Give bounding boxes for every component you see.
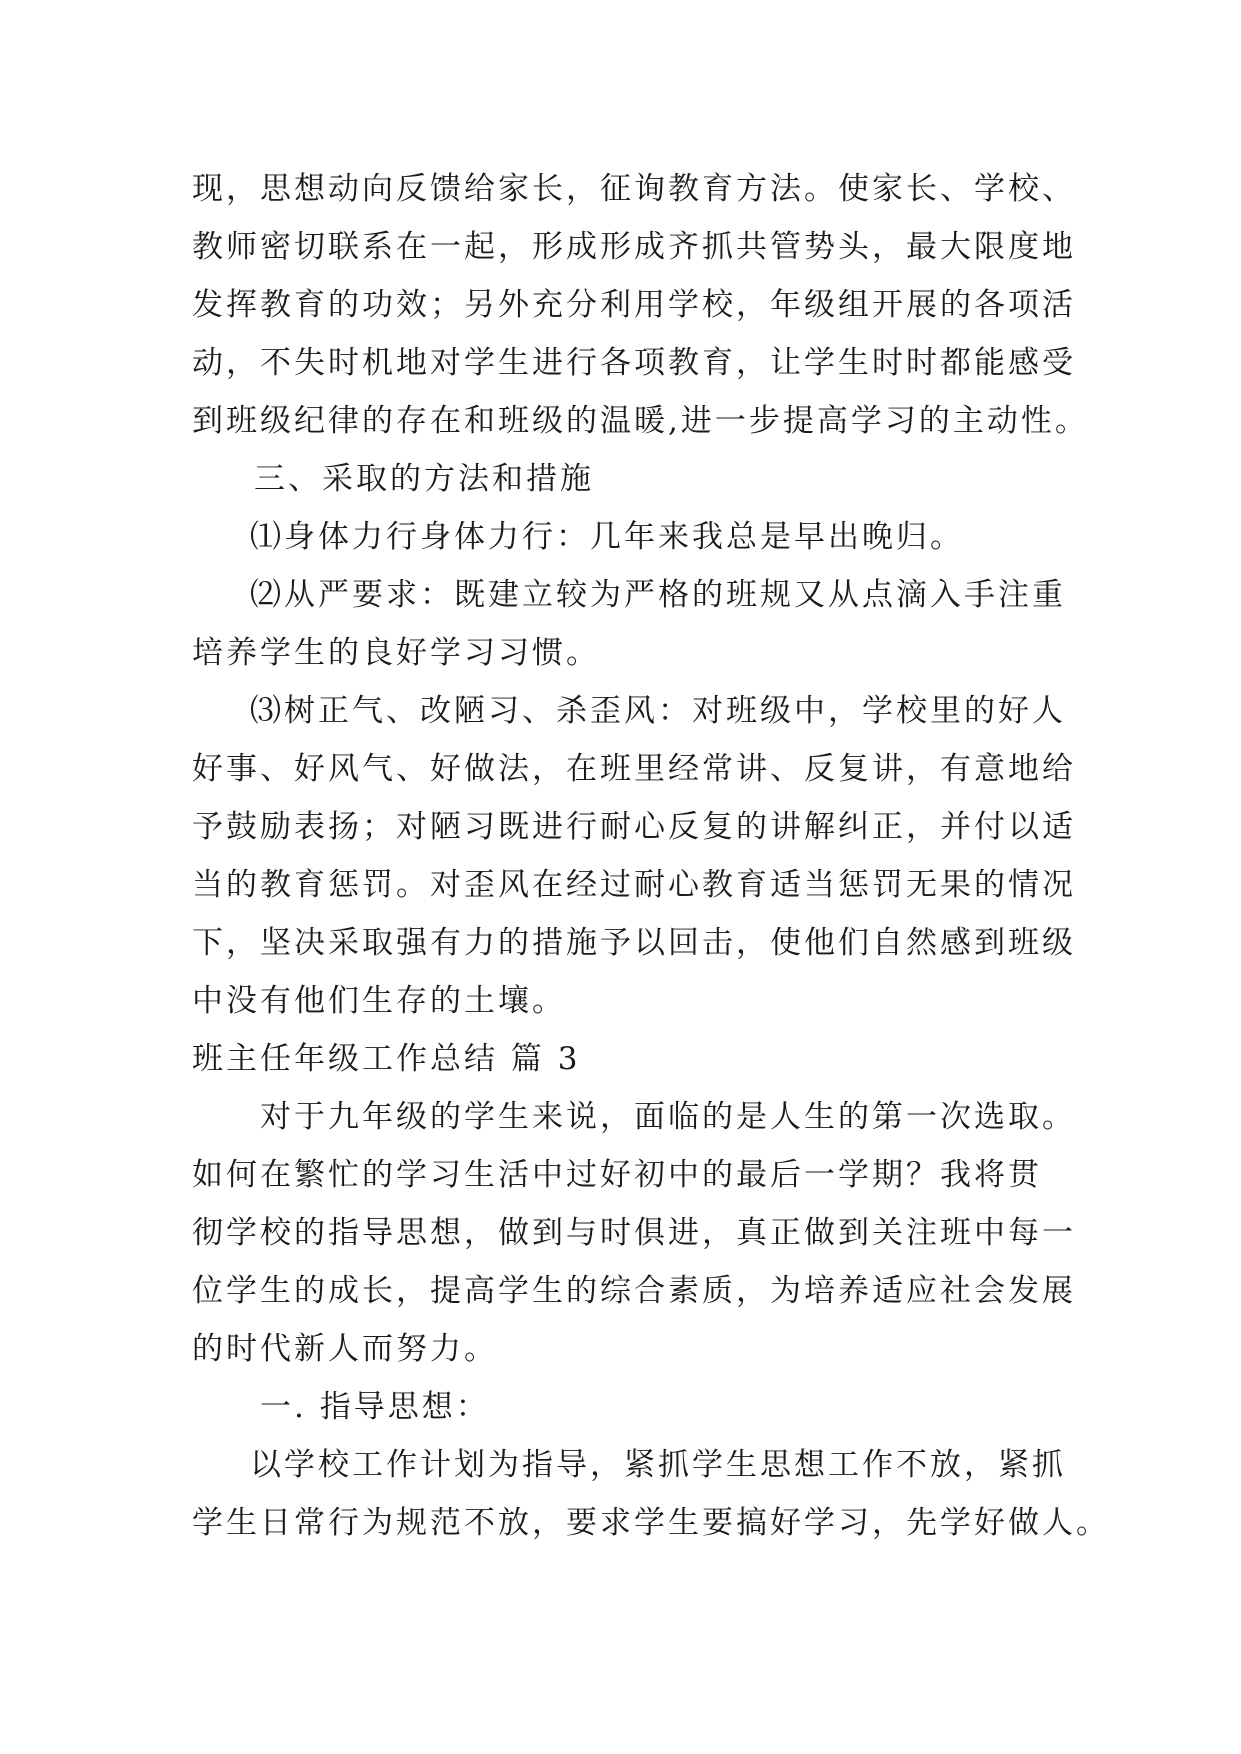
paragraph-line: 培养学生的良好学习习惯。 (192, 635, 600, 671)
section-heading: 一. 指导思想： (260, 1389, 490, 1425)
paragraph-line: 如何在繁忙的学习生活中过好初中的最后一学期？我将贯 (192, 1157, 1042, 1193)
paragraph-line: 发挥教育的功效；另外充分利用学校，年级组开展的各项活 (192, 287, 1076, 323)
paragraph-line: 教师密切联系在一起，形成形成齐抓共管势头，最大限度地 (192, 229, 1076, 265)
paragraph-line: 到班级纪律的存在和班级的温暖,进一步提高学习的主动性。 (192, 403, 1089, 439)
paragraph-line: 学生日常行为规范不放，要求学生要搞好学习，先学好做人。 (192, 1505, 1110, 1541)
paragraph-line: 以学校工作计划为指导，紧抓学生思想工作不放，紧抓 (250, 1447, 1066, 1483)
paragraph-line: 下，坚决采取强有力的措施予以回击，使他们自然感到班级 (192, 925, 1076, 961)
paragraph-line: 动，不失时机地对学生进行各项教育，让学生时时都能感受 (192, 345, 1076, 381)
list-item: ⑴身体力行身体力行：几年来我总是早出晚归。 (250, 519, 964, 555)
article-title: 班主任年级工作总结 篇 3 (192, 1041, 581, 1077)
paragraph-line: 的时代新人而努力。 (192, 1331, 498, 1367)
document-body (192, 160, 1110, 1552)
paragraph-line: 当的教育惩罚。对歪风在经过耐心教育适当惩罚无果的情况 (192, 867, 1076, 903)
paragraph-line: 对于九年级的学生来说，面临的是人生的第一次选取。 (260, 1099, 1076, 1135)
paragraph-line: 好事、好风气、好做法，在班里经常讲、反复讲，有意地给 (192, 751, 1076, 787)
section-heading: 三、采取的方法和措施 (254, 461, 594, 497)
paragraph-line: 彻学校的指导思想，做到与时俱进，真正做到关注班中每一 (192, 1215, 1076, 1251)
paragraph-line: 予鼓励表扬；对陋习既进行耐心反复的讲解纠正，并付以适 (192, 809, 1076, 845)
list-item: ⑶树正气、改陋习、杀歪风：对班级中，学校里的好人 (250, 693, 1066, 729)
paragraph-line: 位学生的成长，提高学生的综合素质，为培养适应社会发展 (192, 1273, 1076, 1309)
paragraph-line: 中没有他们生存的土壤。 (192, 983, 566, 1019)
list-item: ⑵从严要求：既建立较为严格的班规又从点滴入手注重 (250, 577, 1066, 613)
paragraph-line: 现，思想动向反馈给家长，征询教育方法。使家长、学校、 (192, 171, 1076, 207)
